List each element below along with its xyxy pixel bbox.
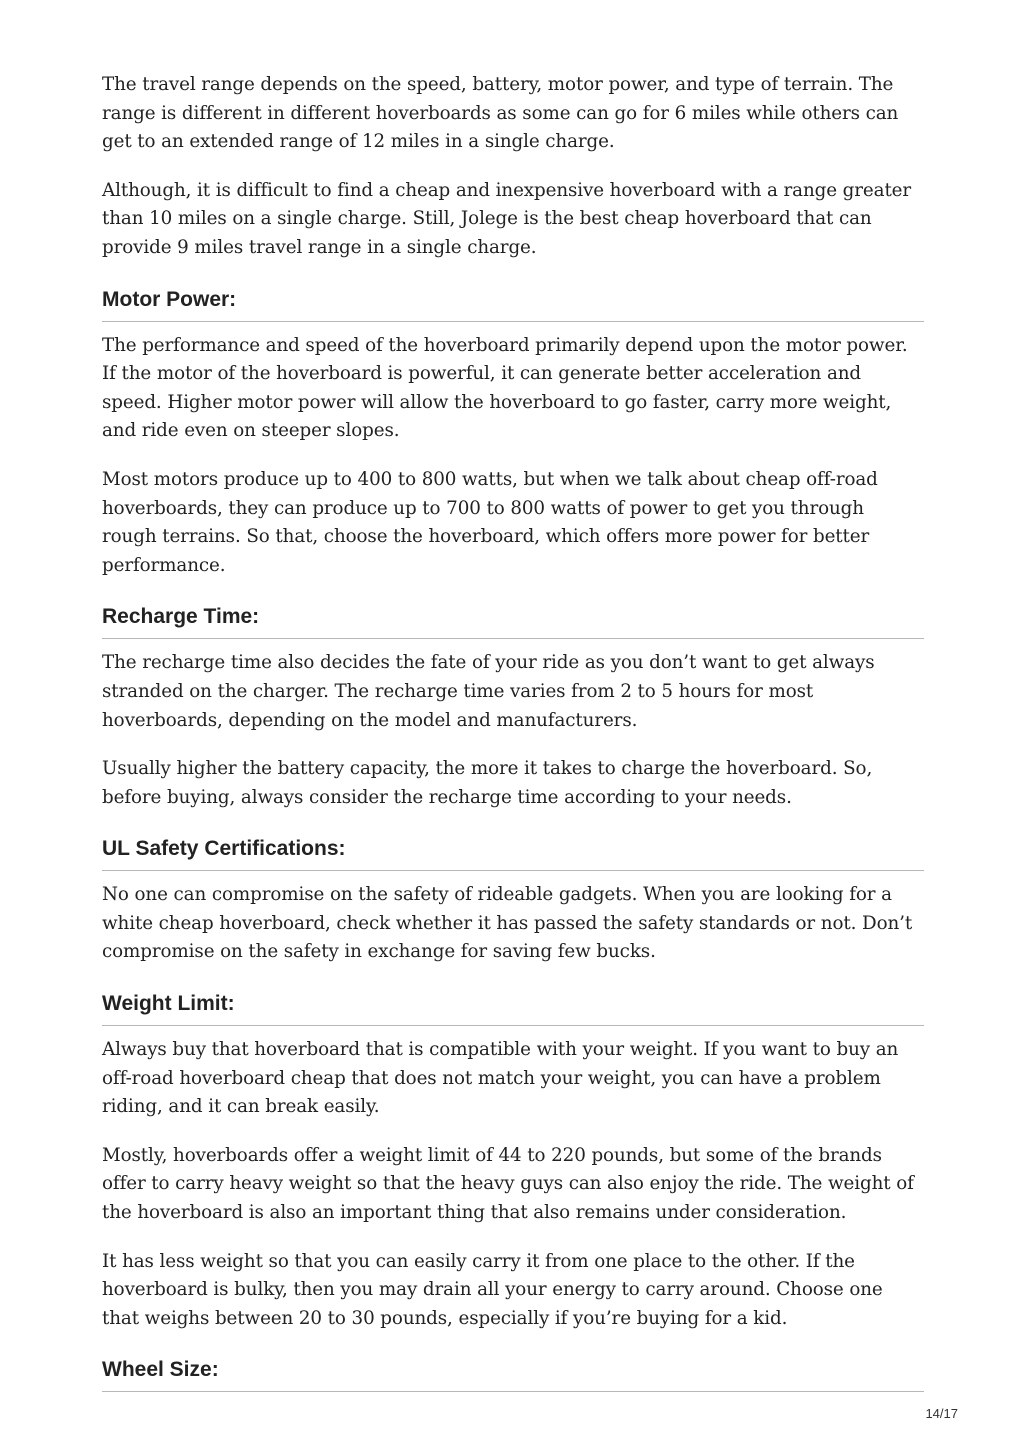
section-recharge-time bbox=[102, 604, 924, 812]
section-heading: Motor Power: bbox=[102, 287, 924, 322]
paragraph: The performance and speed of the hoverboard primarily depend upon the motor power. If the motor of the hoverboard is powerful, it can generate better acceleration and speed. Higher motor power will allow the hoverboard to go faster, carry more weight, and ride even on steeper slopes. bbox=[102, 334, 908, 442]
section-heading: Wheel Size: bbox=[102, 1357, 924, 1392]
paragraph: The recharge time also decides the fate of your ride as you don’t want to get always stranded on the charger. The recharge time varies from 2 to 5 hours for most hoverboards, depending on the model and manufacturers. bbox=[102, 652, 875, 731]
section-heading: Recharge Time: bbox=[102, 604, 924, 639]
section-weight-limit bbox=[102, 991, 924, 1333]
document-page bbox=[102, 71, 924, 1392]
intro-block bbox=[102, 71, 924, 263]
paragraph: Mostly, hoverboards offer a weight limit of 44 to 220 pounds, but some of the brands offer to carry heavy weight so that the heavy guys can also enjoy the ride. The weight of the hoverboard is also an important thing that also remains under consideration. bbox=[102, 1144, 914, 1224]
paragraph: Usually higher the battery capacity, the more it takes to charge the hoverboard. So, before buying, always consider the recharge time according to your needs. bbox=[102, 758, 873, 808]
section-wheel-size bbox=[102, 1357, 924, 1392]
section-heading: UL Safety Certifications: bbox=[102, 836, 924, 871]
section-motor-power bbox=[102, 287, 924, 581]
paragraph: The travel range depends on the speed, battery, motor power, and type of terrain. The range is different in different hoverboards as some can go for 6 miles while others can get to an extended range of 12 miles in a single charge. bbox=[102, 74, 899, 153]
paragraph: No one can compromise on the safety of rideable gadgets. When you are looking for a white cheap hoverboard, check whether it has passed the safety standards or not. Don’t compromise on the safety in exchange for saving few bucks. bbox=[102, 884, 913, 963]
section-heading: Weight Limit: bbox=[102, 991, 924, 1026]
paragraph: It has less weight so that you can easily carry it from one place to the other. If the hoverboard is bulky, then you may drain all your energy to carry around. Choose one that weighs between 20 to 30 pounds, especially if you’re buying for a kid. bbox=[102, 1250, 883, 1329]
paragraph: Although, it is difficult to find a cheap and inexpensive hoverboard with a range greater than 10 miles on a single charge. Still, Jolege is the best cheap hoverboard that can provide 9 miles travel range in a single charge. bbox=[102, 179, 912, 258]
page-number: 14/17 bbox=[925, 1406, 958, 1421]
paragraph: Always buy that hoverboard that is compatible with your weight. If you want to buy an off-road hoverboard cheap that does not match your weight, you can have a problem riding, and it can break easily. bbox=[102, 1039, 899, 1118]
section-ul-safety-certifications bbox=[102, 836, 924, 967]
paragraph: Most motors produce up to 400 to 800 watts, but when we talk about cheap off-road hoverboards, they can produce up to 700 to 800 watts of power to get you through rough terrains. So that, choose the hoverboard, which offers more power for better performance. bbox=[102, 468, 878, 576]
